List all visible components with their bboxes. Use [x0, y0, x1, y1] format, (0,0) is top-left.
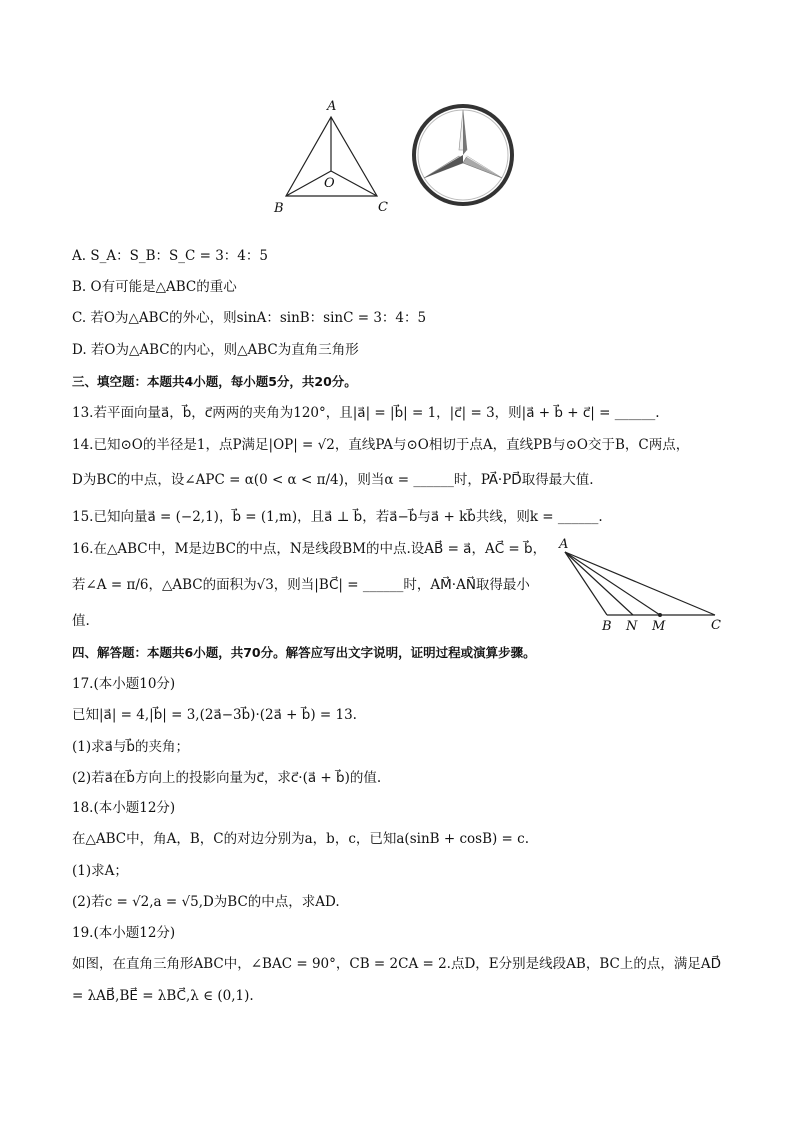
vertex-label-a: A [327, 99, 337, 114]
triangle-bnmc-figure [555, 535, 730, 635]
vertex-label-b: B [602, 619, 612, 634]
question-18-given: 在△ABC中，角A，B，C的对边分别为a，b，c，已知a(sinB + cosB) = c. [72, 831, 530, 847]
section-heading-solutions: 四、解答题：本题共6小题，共70分。解答应写出文字说明，证明过程或演算步骤。 [72, 645, 536, 660]
question-19-header: 19.(本小题12分) [72, 925, 176, 941]
question-16-line3: 值. [72, 613, 90, 629]
question-16-line2: 若∠A = π/6，△ABC的面积为√3，则当|BC⃗| = ______时，AM⃗·AN⃗取得最小 [72, 577, 530, 593]
option-c: C. 若O为△ABC的外心，则sinA：sinB：sinC = 3：4：5 [72, 310, 427, 326]
point-label-m: M [652, 619, 666, 634]
section-heading-fill-in: 三、填空题：本题共4小题，每小题5分，共20分。 [72, 374, 357, 389]
vertex-label-a: A [559, 537, 569, 552]
question-13: 13.若平面向量a⃗，b⃗，c⃗两两的夹角为120°，且|a⃗| = |b⃗| = 1，|c⃗| = 3，则|a⃗ + b⃗ + c⃗| = ______. [72, 405, 660, 421]
question-14-line1: 14.已知⊙O的半径是1，点P满足|OP| = √2，直线PA与⊙O相切于点A，直线PB与⊙O交于B，C两点， [72, 437, 690, 453]
question-17-part1: (1)求a⃗与b⃗的夹角； [72, 739, 189, 755]
question-19-line2: = λAB⃗,BE⃗ = λBC⃗,λ ∈ (0,1). [72, 988, 254, 1004]
point-label-o: O [324, 176, 335, 191]
question-18-header: 18.(本小题12分) [72, 800, 176, 816]
option-d: D. 若O为△ABC的内心，则△ABC为直角三角形 [72, 342, 359, 358]
question-15: 15.已知向量a⃗ = (−2,1)，b⃗ = (1,m)，且a⃗ ⊥ b⃗，若a⃗−b⃗与a⃗ + kb⃗共线，则k = ______. [72, 509, 603, 525]
point-label-n: N [626, 619, 638, 634]
option-b: B. O有可能是△ABC的重心 [72, 279, 237, 295]
vertex-label-c: C [378, 200, 388, 215]
vertex-label-c: C [711, 618, 721, 633]
question-18-part2: (2)若c = √2,a = √5,D为BC的中点，求AD. [72, 894, 340, 910]
question-17-part2: (2)若a⃗在b⃗方向上的投影向量为c⃗，求c⃗·(a⃗ + b⃗)的值. [72, 770, 382, 786]
question-19-line1: 如图，在直角三角形ABC中，∠BAC = 90°，CB = 2CA = 2.点D，E分别是线段AB，BC上的点，满足AD⃗ [72, 956, 721, 972]
question-16-line1: 16.在△ABC中，M是边BC的中点，N是线段BM的中点.设AB⃗ = a⃗，AC⃗ = b⃗， [72, 541, 547, 557]
question-14-line2: D为BC的中点，设∠APC = α(0 < α < π/4)，则当α = ______时，PA⃗·PD⃗取得最大值. [72, 472, 594, 488]
star-emblem-icon [410, 100, 518, 210]
question-18-part1: (1)求A； [72, 863, 128, 879]
question-17-given: 已知|a⃗| = 4,|b⃗| = 3,(2a⃗−3b⃗)·(2a⃗ + b⃗) = 13. [72, 707, 357, 723]
question-17-header: 17.(本小题10分) [72, 676, 176, 692]
option-a: A. S_A：S_B：S_C = 3：4：5 [72, 248, 268, 264]
vertex-label-b: B [274, 201, 284, 216]
triangle-figure [270, 95, 400, 220]
